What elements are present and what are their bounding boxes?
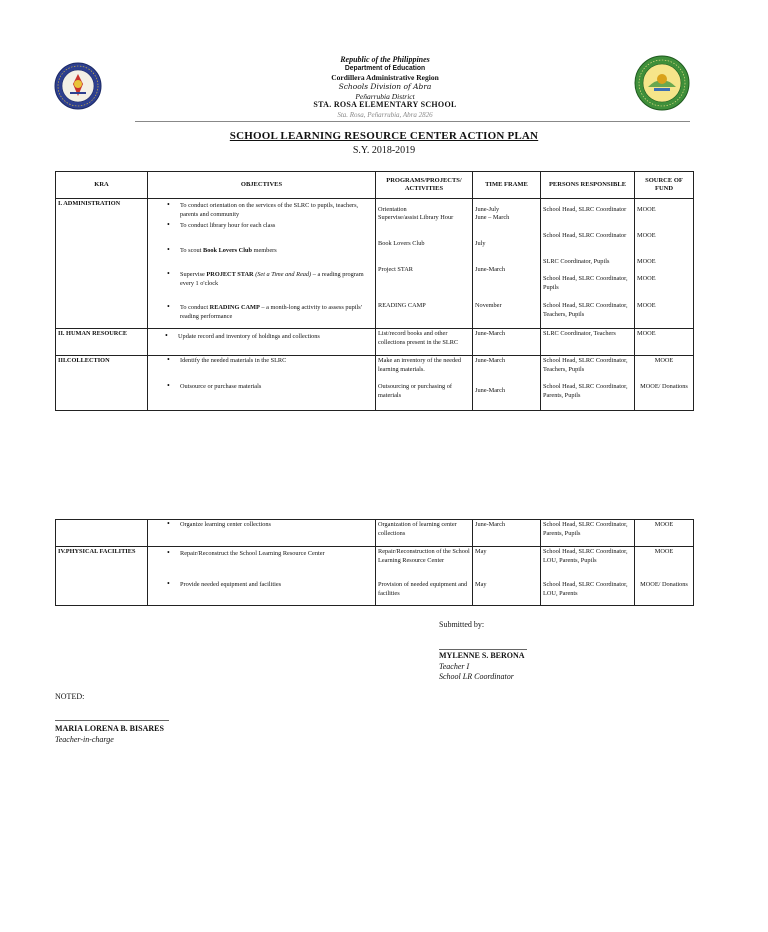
- persons-text: School Head, SLRC Coordinator, Pupils: [543, 275, 628, 291]
- objective-text: Repair/Reconstruct the School Learning Resource Center: [180, 550, 325, 557]
- objective-text: Supervise: [180, 271, 207, 278]
- fund-text: MOOE: [635, 329, 694, 356]
- persons-text: School Head, SLRC Coordinator, LOU, Parents: [543, 581, 628, 597]
- persons-collection: [541, 356, 635, 411]
- col-kra: KRA: [56, 172, 148, 199]
- program-text: Supervise/assist Library Hour: [378, 214, 454, 221]
- program-text: Repair/Reconstruction of the School Learning Resource Center: [378, 548, 470, 564]
- kra-collection: III.COLLECTION: [56, 356, 148, 411]
- table-row-collection-continued: [56, 520, 694, 547]
- noter-position: Teacher-in-charge: [55, 735, 114, 744]
- fund-physical-facilities: [635, 547, 694, 606]
- objective-text: – a month-long activity to assess pupils' reading performance: [180, 304, 362, 320]
- objective-text: Provide needed equipment and facilities: [180, 581, 282, 588]
- objective-bold: Book Lovers Club: [203, 247, 252, 254]
- header-division: Schools Division of Abra: [338, 82, 432, 91]
- programs-collection: [376, 356, 473, 411]
- fund-text: MOOE/ Donations: [640, 581, 688, 588]
- time-text: June-March: [473, 329, 541, 356]
- fund-administration: [635, 199, 694, 329]
- submitter-role: School LR Coordinator: [439, 672, 514, 681]
- persons-text: SLRC Coordinator, Teachers: [541, 329, 635, 356]
- table-row-physical-facilities: [56, 547, 694, 606]
- noted-label: NOTED:: [55, 692, 85, 701]
- objective-bold: READING CAMP: [209, 304, 260, 311]
- program-text: Organization of learning center collections: [376, 520, 473, 547]
- table-row-administration: [56, 199, 694, 329]
- objective-text: members: [252, 247, 277, 254]
- noter-name: MARIA LORENA B. BISARES: [55, 724, 164, 733]
- header-address: Sta. Rosa, Peñarrubia, Abra 2826: [337, 111, 433, 119]
- program-text: Make an inventory of the needed learning materials.: [378, 357, 462, 373]
- persons-text: School Head, SLRC Coordinator: [543, 232, 627, 239]
- header-school: STA. ROSA ELEMENTARY SCHOOL: [313, 100, 457, 109]
- persons-text: School Head, SLRC Coordinator, LOU, Parents, Pupils: [543, 548, 628, 564]
- col-programs: PROGRAMS/PROJECTS/ ACTIVITIES: [376, 172, 473, 199]
- kra-empty: [56, 520, 148, 547]
- program-text: Outsourcing or purchasing of materials: [378, 383, 452, 399]
- persons-text: School Head, SLRC Coordinator: [543, 206, 627, 213]
- col-persons: PERSONS RESPONSIBLE: [541, 172, 635, 199]
- fund-text: MOOE: [637, 302, 656, 309]
- table-row-human-resource: [56, 329, 694, 356]
- objectives-collection: • Identify the needed materials in the SLRC • Outsource or purchase materials: [148, 356, 376, 411]
- objective-bold: PROJECT STAR: [206, 271, 254, 278]
- time-text: November: [475, 302, 502, 309]
- fund-text: MOOE: [637, 206, 656, 213]
- document-title: SCHOOL LEARNING RESOURCE CENTER ACTION PLAN: [229, 130, 539, 142]
- objective-text: To conduct orientation on the services of the SLRC to pupils, teachers, parents and community: [180, 202, 359, 218]
- objectives-administration: • To conduct orientation on the services of the SLRC to pupils, teachers, parents and community • To conduct library hour for each class • To scout Book Lovers Club members • Supervise PROJECT STAR (Set a Time and Read) – a reading program every 1 o'clock • To conduct READING CAMP – a month-long activity to assess pupils' reading performance: [148, 199, 376, 329]
- program-text: List/record books and other collections present in the SLRC: [376, 329, 473, 356]
- fund-text: MOOE: [637, 232, 656, 239]
- program-text: Book Lovers Club: [378, 240, 425, 247]
- time-text: June-March: [475, 357, 506, 364]
- persons-text: School Head, SLRC Coordinator, Teachers, Pupils: [543, 357, 628, 373]
- header-republic: Republic of the Philippines: [340, 55, 430, 64]
- submitter-position: Teacher I: [439, 662, 470, 671]
- time-text: June – March: [475, 214, 510, 221]
- objectives-collection-continued: • Organize learning center collections: [148, 520, 376, 547]
- time-physical-facilities: [473, 547, 541, 606]
- program-text: Orientation: [378, 206, 407, 213]
- col-objectives: OBJECTIVES: [148, 172, 376, 199]
- persons-physical-facilities: [541, 547, 635, 606]
- header-district: Peñarrubia District: [355, 92, 415, 101]
- objective-text: To conduct: [180, 304, 210, 311]
- program-text: Project STAR: [378, 266, 414, 273]
- time-text: July: [475, 240, 486, 247]
- header-divider: [135, 121, 690, 122]
- time-text: May: [475, 548, 487, 555]
- fund-text: MOOE/ Donations: [640, 383, 688, 390]
- fund-text: MOOE: [635, 520, 694, 547]
- header-region: Cordillera Administrative Region: [331, 73, 439, 82]
- submitted-by-label: Submitted by:: [439, 620, 485, 629]
- division-seal-icon: [634, 55, 690, 111]
- time-text: June-March: [475, 266, 506, 273]
- fund-text: MOOE: [637, 258, 656, 265]
- time-text: June-March: [475, 387, 506, 394]
- deped-seal-icon: [54, 62, 102, 110]
- table-row-collection: [56, 356, 694, 411]
- persons-text: School Head, SLRC Coordinator, Parents, Pupils: [541, 520, 635, 547]
- time-text: June-July: [475, 206, 500, 213]
- table-header-row: [56, 172, 694, 199]
- objective-text: To conduct library hour for each class: [180, 222, 276, 229]
- objective-italic: (Set a Time and Read): [255, 271, 312, 278]
- action-plan-table-continued: [55, 519, 694, 606]
- time-text: May: [475, 581, 487, 588]
- division-seal-right: [634, 55, 690, 111]
- programs-physical-facilities: [376, 547, 473, 606]
- persons-administration: [541, 199, 635, 329]
- objective-text: Outsource or purchase materials: [180, 383, 262, 390]
- objective-text: To scout: [180, 247, 203, 254]
- submitter-signature-line: [439, 649, 527, 650]
- fund-text: MOOE: [654, 548, 674, 555]
- objective-text: Identify the needed materials in the SLRC: [180, 357, 287, 364]
- fund-text: MOOE: [637, 275, 656, 282]
- school-year: S.Y. 2018-2019: [352, 145, 416, 156]
- objective-text: Update record and inventory of holdings and collections: [178, 333, 320, 340]
- col-fund: SOURCE OF FUND: [635, 172, 694, 199]
- objective-text: Organize learning center collections: [180, 521, 271, 528]
- persons-text: School Head, SLRC Coordinator, Parents, Pupils: [543, 383, 628, 399]
- program-text: READING CAMP: [378, 302, 426, 309]
- col-time-frame: TIME FRAME: [473, 172, 541, 199]
- kra-physical-facilities: IV.PHYSICAL FACILITIES: [56, 547, 148, 606]
- objective-text: – a reading program every 1 o'clock: [180, 271, 364, 287]
- header-department: Department of Education: [344, 63, 426, 72]
- time-text: June-March: [473, 520, 541, 547]
- action-plan-table: [55, 171, 694, 411]
- fund-text: MOOE: [654, 357, 674, 364]
- fund-collection: [635, 356, 694, 411]
- objectives-human-resource: • Update record and inventory of holdings and collections: [148, 329, 376, 356]
- program-text: Provision of needed equipment and facilities: [378, 581, 468, 597]
- time-administration: [473, 199, 541, 329]
- deped-seal-left: [54, 62, 102, 110]
- programs-administration: [376, 199, 473, 329]
- noter-signature-line: [55, 720, 169, 721]
- kra-administration: I. ADMINISTRATION: [56, 199, 148, 329]
- submitter-name: MYLENNE S. BERONA: [439, 651, 525, 660]
- objectives-physical-facilities: • Repair/Reconstruct the School Learning Resource Center • Provide needed equipment and facilities: [148, 547, 376, 606]
- kra-human-resource: II. HUMAN RESOURCE: [56, 329, 148, 356]
- time-collection: [473, 356, 541, 411]
- persons-text: SLRC Coordinator, Pupils: [543, 258, 610, 265]
- persons-text: School Head, SLRC Coordinator, Teachers, Pupils: [543, 302, 628, 318]
